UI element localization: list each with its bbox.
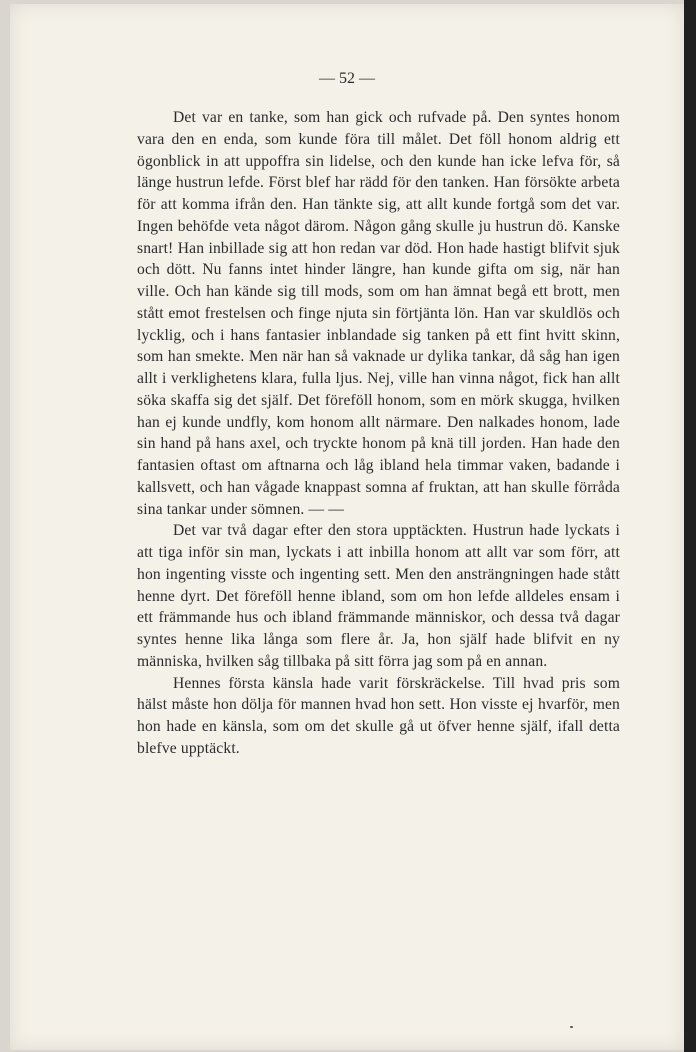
page-number: — 52 —	[319, 70, 375, 87]
paragraph-3: Hennes första känsla hade varit förskräckelse. Till hvad pris som hälst måste hon dölja för mannen hvad hon sett. Hon visste ej hvarför, men hon hade en känsla, som om det skulle gå ut öfver henne själf, ifall detta blefve upptäckt.	[137, 674, 620, 757]
book-page	[10, 4, 684, 1050]
paragraph-1: Det var en tanke, som han gick och rufvade på. Den syntes honom vara den en enda, som kunde föra till målet. Det föll honom aldrig ett ögonblick in att uppoffra sin lidelse, och den kunde han icke lefva för, så länge hustrun lefde. Först blef har rädd för den tanken. Han försökte arbeta för att komma ifrån den. Han tänkte sig, att allt kunde fortgå som det var. Ingen behöfde veta något därom. Någon gång skulle ju hustrun dö. Kanske snart! Han inbillade sig att hon redan var död. Hon hade hastigt blifvit sjuk och dött. Nu fanns intet hinder längre, han kunde gifta om sig, när han ville. Och han kände sig till mods, som om han ämnat begå ett brott, men stått emot frestelsen och finge njuta sin förtjänta lön. Han var skuldlös och lycklig, och i hans fantasier inblandade sig tanken på ett fint hvitt skinn, som han smekte. Men när han så vaknade ur dylika tankar, då såg han igen allt i verklighetens klara, fulla ljus. Nej, ville han vinna något, fick han allt söka skaffa sig det själf. Det föreföll honom, som en mörk skugga, hvilken han ej kunde undfly, kom honom allt närmare. Den nalkades honom, lade sin hand på hans axel, och tryckte honom på knä till jorden. Han hade den fantasien oftast om aftnarna och låg ibland hela timmar vaken, badande i kallsvett, och han vågade knappast somna af fruktan, att han skulle förråda sina tankar under sömnen. — —	[137, 109, 620, 518]
body-text	[137, 107, 620, 760]
paper-speck	[570, 1026, 573, 1028]
scan-edge	[684, 0, 696, 1052]
paragraph-2: Det var två dagar efter den stora upptäckten. Hustrun hade lyckats i att tiga inför sin man, lyckats i att inbilla honom att allt var som förr, att hon ingenting visste och ingenting sett. Men den ansträngningen hade stått henne dyrt. Det föreföll henne ibland, som om hon lefde alldeles ensam i ett främmande hus och ibland främmande människor, och dessa två dagar syntes henne lika långa som flere år. Ja, hon själf hade blifvit en ny människa, hvilken såg tillbaka på sitt förra jag som på en annan.	[137, 522, 620, 670]
